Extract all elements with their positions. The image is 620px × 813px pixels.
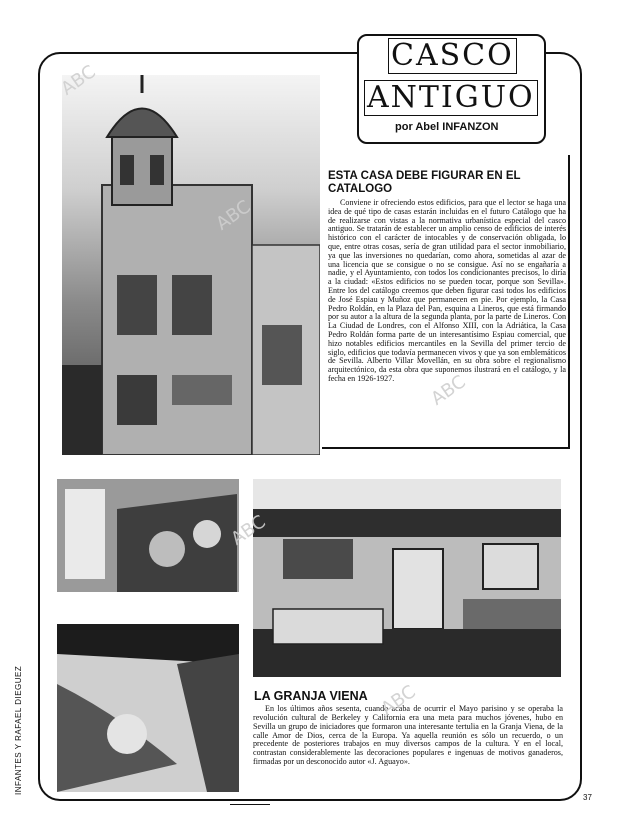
masthead-title-line1-text: CASCO bbox=[388, 38, 517, 74]
section-title: LA GRANJA VIENA bbox=[254, 689, 368, 703]
garden-drawing-bottom bbox=[57, 624, 239, 792]
byline: por Abel INFANZON bbox=[395, 121, 499, 133]
garden-photo-bottom bbox=[57, 624, 239, 792]
masthead-title-line1 bbox=[388, 38, 518, 74]
page-number: 37 bbox=[583, 793, 592, 802]
watermark: ABC bbox=[377, 681, 420, 720]
shop-facade-photo bbox=[253, 479, 561, 677]
photo-credit bbox=[14, 665, 26, 795]
building-drawing bbox=[62, 75, 320, 455]
footer-rule bbox=[230, 804, 270, 805]
garden-drawing-top bbox=[57, 479, 239, 592]
article-body: Conviene ir ofreciendo estos edificios, para que el lector se haga una idea de qué tipo de casas estarán incluidas en el futuro Catálogo que ha de realizarse con vistas a la normativa urbanística especial del casco antiguo. Se tratarán de establecer un amplio censo de edificios de interés histórico con el carácter de intocables y de conservación obligada, lo que, entre otras cosas, sería de gran utilidad para el sector inmobiliario, ya que las inversiones no quedarían, como ahora, sometidas al azar de una licencia que se consigue o no se consigue. Así no se engañaría a nadie, y el Ayuntamiento, con todos los condicionantes precisos, lo diría a la ciudad: «Estos edificios no se pueden tocar, porque son Sevilla». Entre los del catálogo creemos que deben figurar casi todos los edificios de José Espiau y Muñoz que permanecen en pie. Por ejemplo, la Casa Pedro Roldán, en la Plaza del Pan, esquina a Lineros, que está firmando por su autor a la altura de la segunda planta, por la parte de Lineros. Con La Ciudad de Londres, con el Alfonso XIII, con la Adriática, la Casa Pedro Roldán forma parte de un interesantísimo Espiau comercial, que hizo notables edificios mercantiles en la Sevilla del primer tercio de siglo, edificios que todavía permanecen vivos y que ya son emblemáticos de Sevilla. Alberto Villar Movellán, en su obra sobre el regionalismo arquitectónico, da esta obra que suponemos ilustrará en el catálogo, y la fecha en 1926-1927. bbox=[328, 199, 566, 383]
masthead-title-line2 bbox=[364, 80, 539, 116]
photo-credit-text: INFANTES Y RAFAEL DIEGUEZ bbox=[14, 665, 23, 795]
watermark: ABC bbox=[57, 61, 100, 100]
watermark: ABC bbox=[227, 511, 270, 550]
garden-photo-top bbox=[57, 479, 239, 592]
masthead-title-line2-text: ANTIGUO bbox=[364, 80, 538, 116]
watermark: ABC bbox=[212, 196, 255, 235]
shop-facade-drawing bbox=[253, 479, 561, 677]
section-body: En los últimos años sesenta, cuando acaba de ocurrir el Mayo parisino y se operaba la revolución cultural de Berkeley y California era una meta para muchos jóvenes, hubo en Sevilla un grupo de iniciadores que formaron una interesante tertulia en la Granja Viena, de la calle Amor de Dios, cerca de la Europa. Ya aquella reunión es sólo un recuerdo, o un precedente de posteriores trabajos en muy diversos campos de la cultura. Y en el local, contrastan considerablemente las decoraciones populares e ingenuas de motivos ganaderos, firmadas por un desconocido autor «J. Aguayo». bbox=[253, 705, 563, 767]
article-title: ESTA CASA DEBE FIGURAR EN EL CATALOGO bbox=[328, 170, 521, 195]
watermark: ABC bbox=[427, 371, 470, 410]
building-photo bbox=[62, 75, 320, 455]
